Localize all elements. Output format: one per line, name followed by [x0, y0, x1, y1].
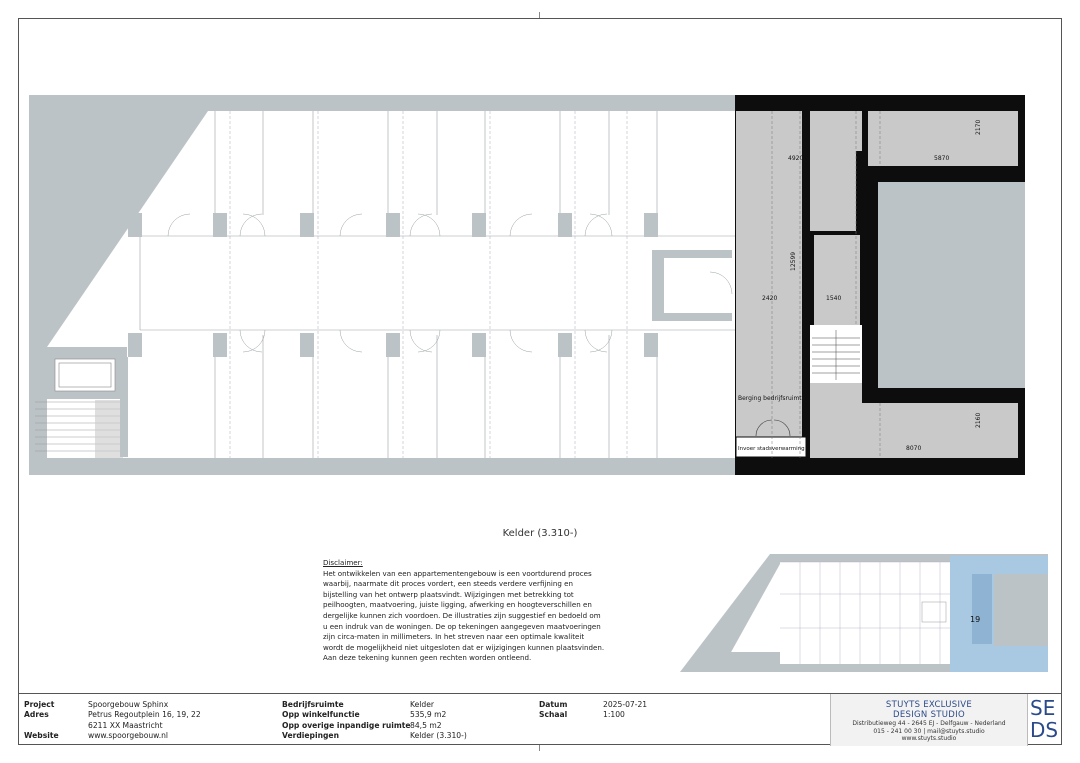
studio-monogram: [1026, 694, 1062, 746]
adres-label: Adres: [24, 710, 49, 719]
studio-address: Distributieweg 44 - 2645 EJ - Delfgauw - Nederland: [852, 720, 1006, 727]
disclaimer-line: dergelijke kunnen zich voordoen. De illustraties zijn suggestief en bedoeld om: [323, 610, 601, 620]
dim-8070: 8070: [906, 445, 922, 452]
verdiepingen-label: Verdiepingen: [282, 731, 339, 740]
disclaimer-line: wordt de mogelijkheid niet uitgesloten dat er wijzigingen kunnen plaatsvinden.: [323, 642, 605, 652]
verdiepingen-value: Kelder (3.310-): [410, 731, 467, 740]
website-value[interactable]: www.spoorgebouw.nl: [88, 731, 169, 740]
floor-title: Kelder (3.310-): [502, 528, 578, 539]
disclaimer-heading: Disclaimer:: [323, 558, 363, 567]
monogram-bottom: DS: [1030, 718, 1059, 742]
disclaimer-line: peilhoogten, maatvoering, juiste ligging, afwerking en hoogteverschillen en: [323, 600, 592, 610]
opp-overige-label: Opp overige inpandige ruimte: [282, 721, 411, 730]
dim-12599: 12599: [790, 251, 797, 271]
dim-2170: 2170: [975, 119, 982, 135]
studio-name-line1: STUYTS EXCLUSIVE: [885, 700, 973, 710]
dim-2160: 2160: [975, 412, 982, 428]
opp-winkel-label: Opp winkelfunctie: [282, 710, 360, 719]
schaal-label: Schaal: [539, 710, 568, 719]
unit-number: 19: [970, 615, 981, 624]
monogram-top: SE: [1030, 696, 1056, 720]
dim-4920: 4920: [788, 155, 804, 162]
website-label: Website: [24, 731, 59, 740]
dim-1540: 1540: [826, 295, 842, 302]
dim-2420: 2420: [762, 295, 778, 302]
disclaimer-line: bijstelling van het ontwerp plaatsvindt. Wijzigingen met betrekking tot: [323, 589, 574, 599]
disclaimer-line: zijn circa-maten in millimeters. In het streven naar een optimale kwaliteit: [323, 632, 585, 642]
disclaimer-line: Het ontwikkelen van een appartementengebouw is een voortdurend proces: [323, 568, 592, 578]
studio-logo-block: [830, 694, 1028, 746]
dim-5870: 5870: [934, 155, 950, 162]
studio-web: www.stuyts.studio: [901, 735, 957, 742]
adres-line2: 6211 XX Maastricht: [88, 721, 163, 730]
datum-value: 2025-07-21: [603, 700, 648, 709]
bedrijfsruimte-value: Kelder: [410, 700, 434, 709]
schaal-value: 1:100: [603, 710, 625, 719]
project-label: Project: [24, 700, 55, 709]
studio-contact: 015 - 241 00 30 | mail@stuyts.studio: [873, 727, 985, 735]
label-inpandig: Invoer stadsverwarming: [738, 446, 805, 452]
datum-label: Datum: [539, 700, 568, 709]
opp-overige-value: 84,5 m2: [410, 721, 442, 730]
disclaimer: [323, 558, 623, 664]
opp-winkel-value: 535,9 m2: [410, 710, 447, 719]
project-value: Spoorgebouw Sphinx: [88, 700, 169, 709]
disclaimer-line: waarbij, naarmate dit proces vordert, een steeds verdere verfijning en: [323, 579, 573, 589]
disclaimer-line: Aan deze tekening kunnen geen rechten worden ontleend.: [323, 653, 532, 663]
key-plan: [680, 552, 1050, 674]
label-berging: Berging bedrijfsruimte: [738, 395, 806, 402]
studio-name-line2: DESIGN STUDIO: [893, 710, 965, 720]
adres-line1: Petrus Regoutplein 16, 19, 22: [88, 710, 201, 719]
bedrijfsruimte-label: Bedrijfsruimte: [282, 700, 344, 709]
disclaimer-line: u een indruk van de woningen. De op tekeningen aangegeven maatvoeringen: [323, 621, 601, 631]
title-block: [18, 693, 1062, 746]
